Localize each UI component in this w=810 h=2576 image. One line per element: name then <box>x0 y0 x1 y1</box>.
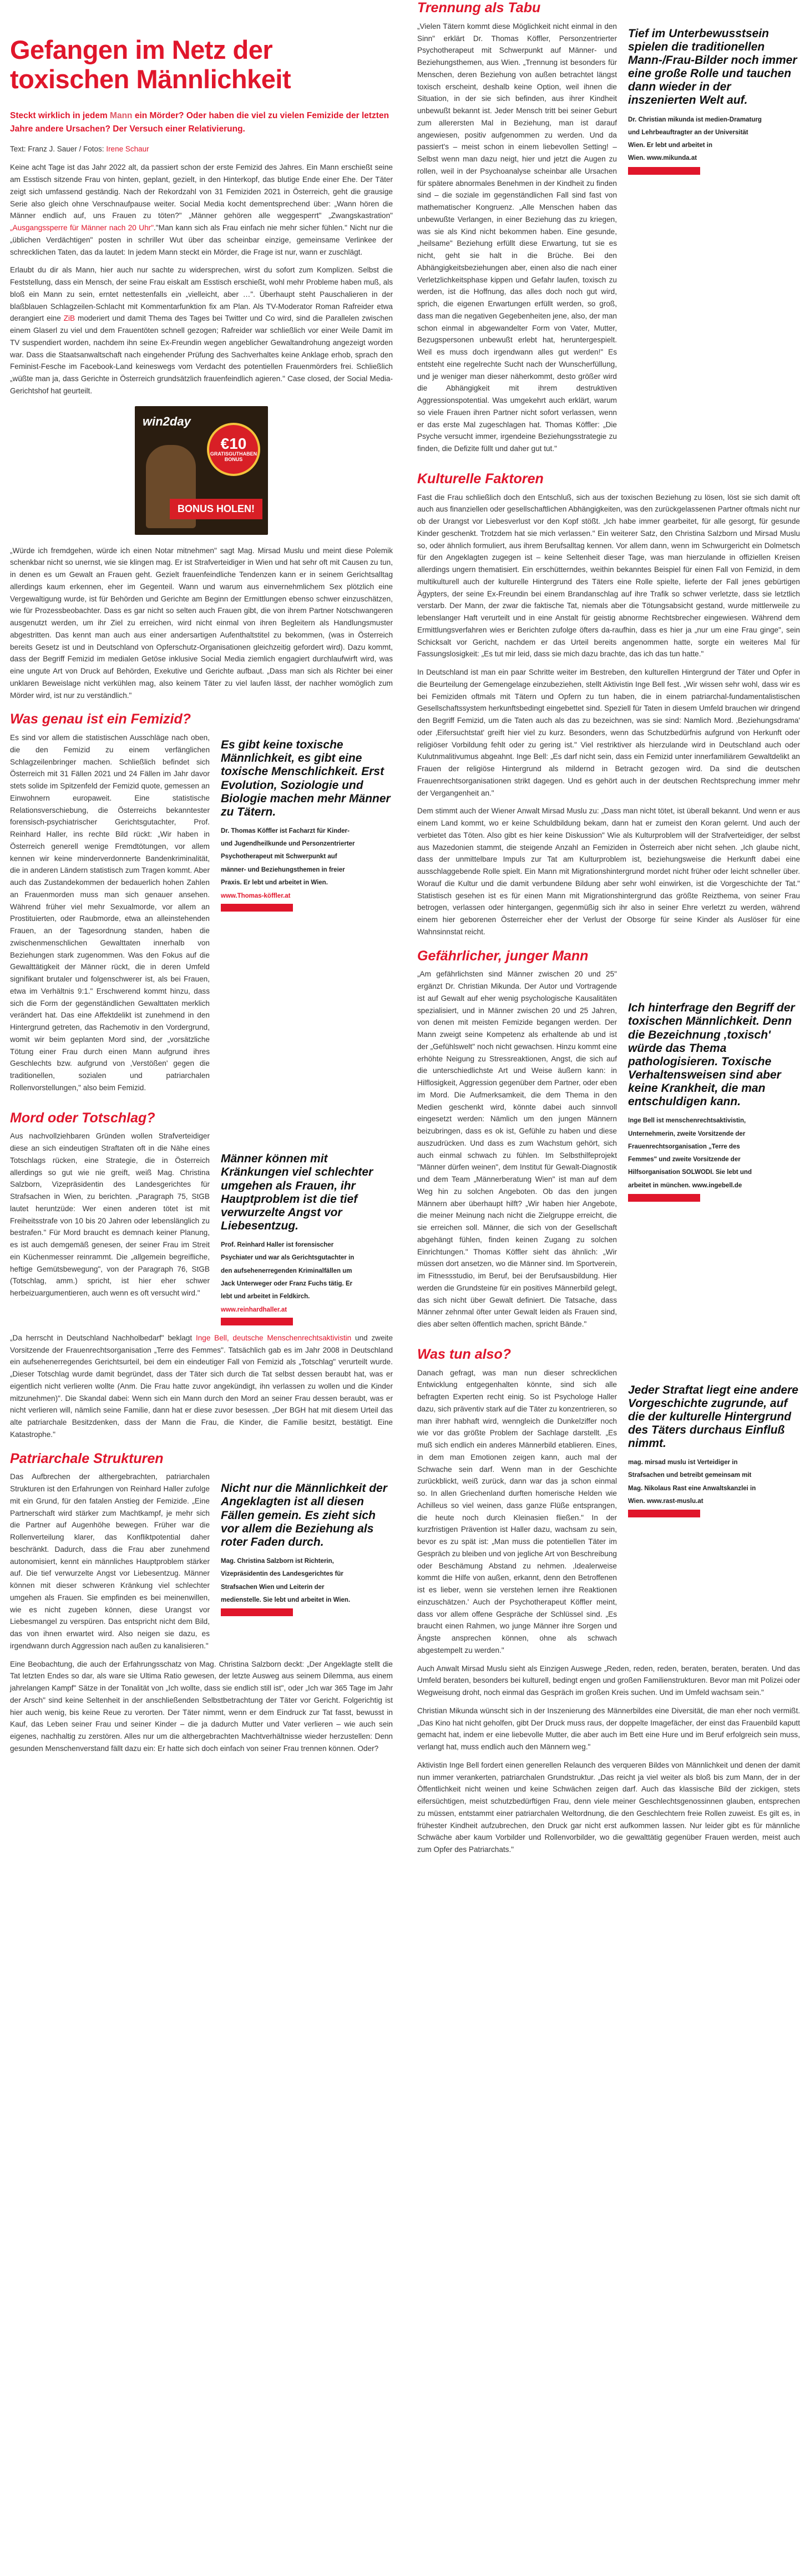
heading-mord: Mord oder Totschlag? <box>10 1110 155 1126</box>
paragraph-11: In Deutschland ist man ein paar Schritte weiter im Bestreben, den kulturellen Hintergrund der Täter und Opfer in die Beurteilung der Gemengelage einzubeziehen, stellt Aktivistin Inge Bell fest. „Wir wissen sehr wohl, dass wir es bei Femiziden oftmals mit Tätern und Opfern zu tun haben, die in einem patriarchal-fundamentalistischen Gesellschaftssystem herkunftsbedingt eingebettet sind. Speziell für Taten in diesem Umfeld brauchen wir dringend den Begriff Femizid, um die Taten auch als das zu bezeichnen, was sie sind: Namlich Mord. ‚Beziehungsdrama' oder ‚Eifersuchtstat' greift hier viel zu kurz. Besonders, wenn das Schutzbedürfnis aufgrund von Herkunft oder religiöser Vorbildung fehlt oder zu gering ist." Viel restriktiver als hierzulande wird in Deutschland auch oder Kulutnmalitivumus abgeahnt. Inge Bell: „Es darf nicht sein, dass ein Femizid unter innerfamiliärem Gewaltdelikt an Frauen der religiöse Hintergrund als mildernd in Betracht gezogen wird. Da sind die deutschen Frauenrechtsorganisationen strikt dagegen. Und es gehört auch in der deutschen Rechtsprechung immer mehr der Vergangenheit an." <box>417 668 800 797</box>
quote-author-bio: lebt und arbeitet in Feldkirch. <box>221 1293 310 1300</box>
paragraph-7: Das Aufbrechen der althergebrachten, patriarchalen Strukturen ist den Erfahrungen von Reinhard Haller zufolge mit ein Grund, für den fatalen Anstieg der Femizide. „Eine Partnerschaft wird stärker zum Machtkampf, je mehr sich die Partner auf Augenhöhe bewegen. Früher war die Rollenverteilung klarer, das Konfliktpotential daher beschränkt. Dadurch, dass die Frau aber zunehmend autonomisiert, kennt ein männliches Hauptproblem stärker auf. Die tief verwurzelte Angst vor Liebesentzug. Männer können mit dieser schweren Kränkung viel schlechter umgehen als Frauen. Sie empfinden es bei meinenwillen, wie es nicht zugeben können, diese Urangst vor Liebesmangel zu verspüren. Das entspricht nicht dem Bild, das von ihnen erwartet wird. Also neigen sie dazu, es irgendwann durch Aggression nach außen zu kanalisieren." <box>10 1472 210 1650</box>
quote-author-bio: Mag. Christina Salzborn ist Richterin, <box>221 1558 334 1565</box>
pullquote-text: Tief im Unterbewusstsein spielen die traditionellen Mann-/Frau-Bilder noch immer eine große Rolle und tauchen dann wieder in der inszenierten Welt auf. <box>628 27 797 107</box>
quote-author-bio: Wien. www.mikunda.at <box>628 155 697 162</box>
quote-author-link[interactable]: www.Thomas-köffler.at <box>221 893 291 900</box>
quote-author-link[interactable]: www.reinhardhaller.at <box>221 1307 287 1314</box>
paragraph-8: Eine Beobachtung, die auch der Erfahrungsschatz von Mag. Christina Salzborn deckt: „Der Angeklagte stellt die Tat letzten Endes so dar, als ware sie Ultima Ratio gewesen, der letzte Ausweg aus seinem Dilemma, aus einem jahrelangen Kampf" Sätze in der Tonalität von „Ich wollte, dass sie endlich still ist", oder „Ich war 365 Tage im Jahr der Arsch" sind keine Seltenheit in der anschließenden Selbstbetrachtung der Täter vor Gericht. Folgerichtig ist hier auch wenig, bis keine Reue zu verorten. Der Täter nimmt, wenn er dem Eindruck zur Tat fasst, bewusst in Kauf, das Leben seiner Frau und seiner Kinder – die ja dadurch Mutter und Vater verlieren – wie auch sein eigenes, nachhaltig zu zerstören. Alles nur um die althergebrachten Machtverhältnisse wieder herzustellen: Denn gesunden Menschenverstand fällt dazu ein: Er hatte sich doch einfach von seiner Frau trennen können. Oder? <box>10 1659 393 1753</box>
paragraph-1-text: Keine acht Tage ist das Jahr 2022 alt, da passiert schon der erste Femizid des Jahres. Ein Mann erschießt seine am Esstisch sitzende Frau von hinten, geplant, gezielt, in den Hinterkopf, das blutige Ende einer Ehe. Der Täter zeigt sich umfassend geständig. Nach der Rekordzahl von 31 Femiziden 2021 in Österreich, geht die grausige Serie also gleich ohne Verschnaufpause weiter. Social Media kocht dementsprechend über: „Wann hören die Männer endlich auf, uns Frauen zu töten?" „Männer gehören alle weggesperrt" „Zwangskastration" <box>10 163 393 220</box>
quote-author-bio: arbeitet in münchen. www.ingebell.de <box>628 1182 742 1189</box>
heading-gefaehrlich: Gefährlicher, junger Mann <box>417 948 589 964</box>
paragraph-6 <box>10 1332 393 1441</box>
pullquote-bell <box>628 968 800 1208</box>
quote-author-bio: Strafsachen und betreibt gemeinsam mit <box>628 1472 752 1479</box>
paragraph-9: „Vielen Tätern kommt diese Möglichkeit nicht einmal in den Sinn" erklärt Dr. Thomas Köffler, Personzentrierter Psychotherapeut mit Schwerpunkt auf Männer- und Beziehungsthemen, aus Wien. „Trennung ist besonders für Menschen, deren Beziehung von außen betrachtet längst toxisch erscheint, deshalb keine Option, weil ihnen die Situation, in der sie sich befinden, aus ihrer Kindheit unbewußt bekannt ist. Jeder Mensch tritt bei seiner Geburt zum allerersten Mal in Beziehung, man ist darauf angewiesen, positiv aufgenommen zu werden. Und da passiert's – meist schon in einem liebevollen Setting! – Selbst wenn man dazu neigt, hier und jetzt die Augen zu rollen, weil in der Psychoanalyse scheinbar alle Ursachen für spätere abnormales Benehmen in der Kindheit zu finden sind – die soziale im gegenständlichen Fall sind fast von mathematischer Kongruenz. „Alle Menschen haben das unbewußte Verlangen, in einer Beziehung das zu kriegen, was sie als Kind nicht bekommen haben. Eine gesunde, „heilsame" Beziehung erfüllt diese Erwartung, tut sie es nicht, geht sie halt in die Brüche. Bei den Abhängigkeitsbeziehungen aber, einen also die nach einer Verletzlichkeitsphase kippen und Gefahr laufen, toxisch zu werden, ist die Hoffnung, das alles doch noch gut wird, sprich, die eigenen Erwartungen erfüllt werden, so groß, dass man die negativen Gegebenheiten jene, also, der man schon einmal in abgewandelter Form von Vater, Mutter, Bezugspersonen unbewußt erlebt hat, heruntergespielt. Weil es muss doch irgendwann alles gut werden!" Es entsteht eine regelrechte Sucht nach der Wunscherfüllung, und je weniger man dieser näherkommt, desto größer wird die Abhängigkeit mit ihrem destruktiven Aggressionspotential. Was umgekehrt auch erklärt, warum so viele Frauen ihren Partner nicht sofort verlassen, wenn er das erste Mal zugeschlagen hat. Thomas Köffler: „Die Psyche versucht immer, irgendeine Beziehungsstrategie zu finden, die Defizite füllt und daher gut tut." <box>417 22 617 453</box>
quote-author-bio: Frauenrechtsorganisation „Terre des <box>628 1143 740 1150</box>
section-patriarchal <box>10 1471 393 1658</box>
section-trennung <box>417 21 800 461</box>
quote-author-bio: medienstelle. Sie lebt und arbeitet in Wien. <box>221 1596 351 1603</box>
heading-patriarchal: Patriarchale Strukturen <box>10 1450 164 1466</box>
heading-was-tun: Was tun also? <box>417 1346 512 1362</box>
paragraph-14: Danach gefragt, was man nun dieser schrecklichen Entwicklung entgegenhalten könnte, sind sich alle befragten Experten recht einig. So ist Psychologe Haller dazu, sich präventiv stark auf die Täter zu konzentrieren, so man ihrer habhaft wird, wenngleich die Dunkelziffer noch wie vor das größte Problem der Sachlage darstellt. „Es muß sich endlich ein anderes Männerbild etablieren. Eines, in dem man Emotionen zeigen kann, auch mal der Schwache sein darf. Wenn man in der Geschichte zurückblickt, weiß zurück, dann war das ja schon einmal so. In allen Griechenland durften homerische Helden wie Achilleus so viel weinen, dass ganze Flüße entsprangen, die heute noch durch Kleinasien fließen." In der kurzfristigen Prävention ist Haller dazu, wachsam zu sein, bevor es zu spät ist: „Man muss die potentiellen Täter im Gespräch zu bleiben und von jegliche Art von Beschreibung oder Beschämung Abstand zu nehmen. ‚Idealerweise kommt die Hilfe von außen, erkannt, denn den Betroffenen ist es lieber, wenn sie verstehen lernen ihre Reaktionen einzuschätzen.' Auch der Psychotherapeut Köffler meint, dass vor allem offene Gespräche der Schlüssel sind. „Es braucht einen Rahmen, wo junge Männer ihre Sorgen und Ängste ansprechen können, ohne als schwach abgestempelt zu werden." <box>417 1368 617 1654</box>
advertisement-banner[interactable] <box>135 406 268 535</box>
red-divider-bar <box>221 904 293 912</box>
quote-author-bio: Femmes" und zweite Vorsitzende der <box>628 1156 741 1163</box>
paragraph-16: Christian Mikunda wünscht sich in der Inszenierung des Männerbildes eine Diversität, die man eher noch vermißt. „Das Kino hat nicht geholfen, gibt Der Druck muss raus, der doppelte Imagefächer, der einst das Frauenbild kaputt gemacht hat, indem er eine liebevolle Mutter, die aber auch im Bett eine Hure und im Beruf erfolgreich sein muss, verlangt hat, muss endlich auch den Männern weg." <box>417 1706 800 1751</box>
credits-text: Text: Franz J. Sauer / Fotos: <box>10 144 107 153</box>
ad-brand-logo: win2day <box>143 414 191 428</box>
quote-author-bio: den aufsehenerregenden Kriminalfällen um <box>221 1267 352 1274</box>
quote-author-bio: Prof. Reinhard Haller ist forensischer <box>221 1242 334 1249</box>
paragraph-4: Es sind vor allem die statistischen Ausschläge nach oben, die den Femizid zu einem verfänglichen Schlagzeilenbringer machen. Schließlich befindet sich Österreich mit 31 Fällen 2021 und 24 Fällen im Jahr davor stets solide im Spitzenfeld der Femizid quote, gemessen an Einwohnern europaweit. Eine statistische Relationsverschiebung, die Österreichs bekanntester forensisch-psychiatrischer Gerichtsgutachter, Prof. Reinhard Haller, ins rechte Bild rückt: „Wir haben in Österreich generell wenige Fremdtötungen, vor allem kennen wir keine minderverdonnerte Bandenkriminalität, die in anderen Ländern statistisch zum Tragen kommt. Aber auch das Zustandekommen der bedauerlich hohen Zahlen an Frauenmorden muss man sich genauer ansehen. Während früher viel mehr Sexualmorde, vor allem an Prostituierten, oder Raubmorde, etwa an alleinstehenden Frauen, an der Tagesordnung standen, haben die zwischenmenschlichen Gewalttaten innerhalb von Beziehungen stark zugenommen. Was den Fokus auf die Gewalttätigkeit der Männer rückt, die in deren Umfeld signifikant brutaler und folgenschwerer ist, als bei Frauen, etwa im Verhältnis 9:1." Erschwerend kommt hinzu, dass sich die Form der gegenständlichen Gewalttaten merklich verändert hat. Das eine Affektdelikt ist zunehmend in den Hintergrund getreten, das Rachemotiv in den Vordergrund, womit wir beim geplanten Mord sind, der „vorsätzliche Tötung einer Frau durch einen Mann aufgrund ihres Geschlechts bzw. aufgrund von ‚Verstößen' gegen die traditionellen, sozialen und patriarchalen Rollenvorstellungen," also beim Femizid. <box>10 733 210 1092</box>
photographer-link[interactable]: Irene Schaur <box>106 144 149 153</box>
quote-author-bio: Strafsachen Wien und Leiterin der <box>221 1583 325 1591</box>
paragraph-6-link[interactable]: Inge Bell, deutsche Menschenrechtsaktivistin <box>195 1333 352 1342</box>
pullquote-text: Es gibt keine toxische Männlichkeit, es gibt eine toxische Menschlichkeit. Erst Evolution, Soziologie und Biologie machen mehr Männer zu Tätern. <box>221 738 391 818</box>
paragraph-6-text-end: und zweite Vorsitzende der Frauenrechtsorganisation „Terre des Femmes". Tatsächlich gab es im Jahr 2008 in Deutschland ein aufsehenerregendes Gerichtsurteil, bei dem ein eindeutiger Fall von Femizid als „Totschlag" verurteilt wurde. „Dieser Totschlag wurde damit begründet, dass der Täter sich durch die Tat selbst dessen beraubt hat, was er eigentlich nicht verlieren wollte (Anm. Die Frau hatte zuvor angekündigt, ihn verlassen zu wollen und die Kinder mitzunehmen)". Die Skandal dabei: Wenn sich ein Mann durch den Mord an seiner Frau dessen beraubt, was er nicht verlieren will, nämlich seine Familie, dann hat er diese zuvor besessen. „Der BGH hat mit diesem Urteil das alte patriarchale Besitzdenken, dass der Mann die Frau, die Kinder, die Familie besitzt, bestätigt. Eine Katastrophe." <box>10 1333 393 1439</box>
red-divider-bar <box>628 1510 700 1517</box>
quote-author-bio: und Jugendheilkunde und Personzentrierter <box>221 841 355 848</box>
quote-author-bio: Dr. Christian mikunda ist medien-Dramaturg <box>628 116 762 123</box>
pullquote-text: Männer können mit Kränkungen viel schlechter umgehen als Frauen, ihr Hauptproblem ist die tief verwurzelte Angst vor Liebesentzug. <box>221 1152 373 1233</box>
paragraph-15: Auch Anwalt Mirsad Muslu sieht als Einzigen Auswege „Reden, reden, reden, beraten, beraten, beraten. Und das Umfeld beraten, besonders bei kulturell, bedingt engen und großen Familienstrukturen. Bevor man mit Polizei oder Wegweisung droht, noch einmal das Gespräch im großen Kreis suchen. Und im Umfeld wachsam sein." <box>417 1664 800 1697</box>
quote-author-bio: Wien. www.rast-muslu.at <box>628 1497 703 1505</box>
quote-author-bio: Hilfsorganisation SOLWODI. Sie lebt und <box>628 1169 752 1176</box>
quote-author-bio: Wien. Er lebt und arbeitet in <box>628 142 712 149</box>
pullquote-salzborn <box>221 1471 393 1623</box>
paragraph-6-text: „Da herrscht in Deutschland Nachholbedarf" beklagt <box>10 1333 196 1342</box>
quote-author-bio: Mag. Nikolaus Rast eine Anwaltskanzlei in <box>628 1485 756 1492</box>
quote-author-bio: mag. mirsad muslu ist Verteidiger in <box>628 1459 738 1466</box>
pullquote-muslu <box>628 1367 800 1525</box>
article-title: Gefangen im Netz der toxischen Männlichkeit <box>10 35 291 94</box>
paragraph-1 <box>10 161 393 258</box>
pullquote-text: Jeder Straftat liegt eine andere Vorgeschichte zugrunde, auf die der kulturelle Hintergrund des Täters durchaus Einfluß nimmt. <box>628 1383 798 1450</box>
section-was-tun <box>417 1367 800 1663</box>
quote-author-bio: Psychotherapeut mit Schwerpunkt auf <box>221 853 337 861</box>
quote-author-bio: Dr. Thomas Köffler ist Facharzt für Kinder- <box>221 827 350 834</box>
pullquote-text: Nicht nur die Männlichkeit der Angeklagten ist all diesen Fällen gemein. Es zieht sich vor allem die Beziehung als roter Faden durch. <box>221 1482 387 1548</box>
paragraph-2-text: Erlaubt du dir als Mann, hier auch nur sachte zu widersprechen, wirst du sofort zum Komplizen. Selbst die Feststellung, dass ein Mensch, der seine Frau eiskalt am Esstisch erschießt, wohl mehr Probleme haben muß, als bloß ein Mann zu sein, erntet nettestenfalls ein „vielleicht, aber …". Überhaupt steht Pauschalieren in der blaßblauen Schlagzeilen-Schlacht mit Kommentarfunktion fix am Plan. Als TV-Moderator Roman Rafreider etwa derangiert eine <box>10 266 393 323</box>
right-column <box>417 0 800 1862</box>
paragraph-17: Aktivistin Inge Bell fordert einen generellen Relaunch des verqueren Bildes von Männlichkeit und denen der damit nun immer verankerten, patriarchalen Grundstruktur. „Das reicht ja viel weiter als bloß bis zum Mann, der in der Öffentlichkeit nicht weinen und keine Schwächen zeigen darf. Auch das klassische Bild der zickigen, stets eifersüchtigen, meist schutzbedürftigen Frau, denn viele meiner Geschlechtsgenossinnen glauben, entsprechen zu müssen, entstammt einer patriarchalen Weltordnung, die den Geschlechtern freie Rollen zuweist. Es gilt es, in frühester Kindheit aufzubrechen, den Druck gar nicht erst aufkommen lassen. Nur leider gibt es für männliche Schwäche aber kaum Vorbilder und Rollenvorbilder, wo die gewalttätig gegenüber Frauen werden, meist auch zum Opfer des Patriarchats." <box>417 1760 800 1854</box>
pullquote-mikunda <box>628 21 800 181</box>
ad-cta-button[interactable]: BONUS HOLEN! <box>170 499 262 519</box>
paragraph-3: „Würde ich fremdgehen, würde ich einen Notar mitnehmen" sagt Mag. Mirsad Muslu und meint diese Polemik schenkbar nicht so unernst, wie sie klingen mag. Er ist Strafverteidiger in Wien und hat sehr oft mit Causen zu tun, in denen es um Gewalt an Frauen geht. Gezielt frauenfeindliche Tendenzen kann er in seinem Gerichtsalltag allerdings kaum erkennen, eher im Gegenteil. Wann und warum aus einvernehmlichem Sex plötzlich eine Vergewaltigung wurde, ist für Behörden und Gerichte am Beginn der Ermittlungen ebenso schwer einzuschätzen, wie für Prozessbeobachter. Dass es gar nicht so selten auch Frauen gibt, die von ihrem Partner Notschwangeren ausgenutzt werden, um ihr Ziel zu erreichen, wird nicht einmal von ihren Begleitern als Handlungsmuster abgestritten. Das kennt man auch aus einer andersartigen Aufenthaltstitel zu bekommen, (was in Österreich bereits Gesetz ist und in Deutschland von Opferschutz-Organisationen gleichzeitig gefordert wird). Dazu kommt, dass der Begriff Femizid im medialen Getöse inklusive Social Media ziemlich engagiert durchlaufwirft wird, was eine ungute Art von Druck auf Behörden, Exekutive und Gerichte aufbaut. „Dass man sich als Richter bei einer unklaren Beweislage nicht verkühlen mag, also keinem Täter zu viel laufen lässt, der nachher womöglich zum Mörder wird, ist nur zu verständlich." <box>10 546 393 700</box>
section-gefaehrlich <box>417 968 800 1337</box>
quote-author-bio: Psychiater und war als Gerichtsgutachter in <box>221 1254 355 1262</box>
paragraph-1-text-end: ."Man kann sich als Frau einfach nie mehr sicher fühlen." Nicht nur die „üblichen Verdächtigen" posten in schriller Wut über das scheinbar einzige, gemeinsame Verlinkee der schrecklichen Taten, das da lautet: In jedem Mann steckt ein Mörder, die Frage ist nur, wann er zuschlägt. <box>10 224 393 256</box>
paragraph-10: Fast die Frau schließlich doch den Entschluß, sich aus der toxischen Beziehung zu lösen, löst sie sich damit oft auch aus finanziellen oder gesellschaftlichen Abhängigkeiten, was den zurückgelassenen Partner oftmals nicht nur ob der Urangst vor Liebesverlust vor den Kopf stößt. „Ich habe immer gearbeitet, für alle gesorgt, für gesunde Kinder geschenkt. Trotzdem hat sie mich verlassen." Ein weiterer Satz, den Christina Salzborn und Mirsad Muslu so, oder ähnlich formuliert, aus ihrem Berufsalltag kennen. Vor allem dann, wenn im Schwurgericht ein Dolmetsch für den Angeklagten zugegen ist – keine Seltenheit dieser Tage, was man hierzulande in offiziellen Kreisen allerdings ungern thematisiert. Ein erschütterndes, weithin bekanntes Beispiel für einen Fall von Femizid, in dem multikulturell auch der kulturelle Hintergrund des Täters eine Rolle spielte, lieferte der Fall jenes gebürtigen Ägypters, der seine Ex-Freundin bei einem Brandanschlag auf ihre Trafik so schwer verletzte, dass sie letztlich verstarb. Der Mann, der zwar die faktische Tat, niemals aber die Tötungsabsicht gestand, wurde mittlerweile zu lebenslanger Haft verurteilt und in eine Anstalt für geistig abnorme Rechtsbrecher eingewiesen. Während dem Ermittlungsverfahren wies er Berichten zufolge öfters da-raufhin, dass es hier ja „nur um eine Frau ginge", sein Schicksalt vor Gericht, nachdem er das Urteil bereits angenommen hatte, sorgte ein weiteres Mal für Fassungslosigkeit: „Es tut mir leid, dass sie mich dazu brachte, das ich das tun hatte." <box>417 493 800 659</box>
red-divider-bar <box>628 167 700 175</box>
lead-link-mann[interactable]: Mann <box>110 111 133 121</box>
lead-text-start: Steckt wirklich in jedem <box>10 111 110 121</box>
quote-author-bio: Praxis. Er lebt und arbeitet in Wien. <box>221 879 328 886</box>
quote-author-bio: Vizepräsidentin des Landesgerichtes für <box>221 1571 343 1578</box>
lead-text-end: ein Mörder? Oder haben die viel zu vielen Femizide der letzten Jahre andere Ursachen? Der Versuch einer Relativierung. <box>10 111 389 134</box>
heading-kulturelle: Kulturelle Faktoren <box>417 470 544 487</box>
article-credits <box>10 143 393 155</box>
pullquote-text: Ich hinterfrage den Begriff der toxischen Männlichkeit. Denn die Bezeichnung ‚toxisch' würde das Thema pathologisieren. Toxische Verhaltensweisen sind aber keine Krankheit, die man entschuldigen kann. <box>628 1001 795 1109</box>
paragraph-5: Aus nachvollziehbaren Gründen wollen Strafverteidiger diese an sich eindeutigen Straftaten oft in die Nähe eines Totschlags rücken, eine Strategie, die in Österreich allerdings so gut wie nie greift, weiß Mag. Christina Salzborn, Vizepräsidentin des Landesgerichtes für Strafsachen in Wien, zu berichten. „Paragraph 75, StGB lautet heruntzüde: Wer einen anderen tötet ist mit Freiheitsstrafe von 10 bis 20 Jahren oder lebenslänglich zu bestrafen." Für Mord braucht es demnach keiner Planung, es ist auch demgemäß genesen, der seiner Frau im Streit ein Küchenmesser reinrammt. Die „allgemein begreifliche, heftige Gemütsbewegung", von der Paragraph 76, StGB (Totschlag, amm.) spricht, ist hier eher schwer herbeizuargumentieren, auch wenn es oft versucht wird." <box>10 1132 210 1298</box>
article-lead <box>10 109 393 135</box>
paragraph-2 <box>10 264 393 397</box>
quote-author-bio: Unternehmerin, zweite Vorsitzende der <box>628 1130 746 1137</box>
ad-bonus-text: GRATISGUTHABEN BONUS <box>210 451 257 462</box>
pullquote-koeffler <box>221 732 393 918</box>
paragraph-1-link[interactable]: „Ausgangssperre für Männer nach 20 Uhr" <box>10 224 154 232</box>
red-divider-bar <box>221 1608 293 1616</box>
paragraph-12: Dem stimmt auch der Wiener Anwalt Mirsad Muslu zu: „Dass man nicht tötet, ist überall bekannt. Und wenn er aus einem Land kommt, wo er keine Schuldbildung bekam, dann hat er zumeist den Koran gelernt. Und auch der verbietet das Töten. Also gibt es hier keine Diskussion" Wie als Kulturproblem will der Strafverteidiger, der selbst aus Mazedonien stammt, die steigende Anzahl an Femiziden in Österreich aber nicht sehen. „Ich glaube nicht, dass der unmittelbare Impuls zur Tat am Kulturproblem ist, beziehungsweise die Herkunft dabei eine ausschlaggebende Rolle spielt. Ein Mann mit Migrationshintergrund mordet nicht früher oder leicht schneller über. Worauf die Kultur und die damit verbundene Bildung aber sehr wohl einwirken, ist die Vorgeschichte der Tat." Statistisch gesehen ist es für einen Mann mit Migrationshintergrund das größte Reizthema, von seiner Frau betrogen, verlassen oder hintergangen, gegenmüßig sich ihr also in seiner Ehre verletzt zu werden, während einem hier geborenen Österreicher eher der Verlust der Obsorge für seine Kinder als Auslöser für eine Wahnsinnstat reicht. <box>417 807 800 936</box>
red-divider-bar <box>221 1318 293 1325</box>
section-mord <box>10 1130 393 1332</box>
quote-author-bio: Jack Unterweger oder Franz Fuchs tätig. Er <box>221 1280 353 1287</box>
paragraph-13: „Am gefährlichsten sind Männer zwischen 20 und 25" ergänzt Dr. Christian Mikunda. Der Autor und Vortragende ist auf Gewalt auf eher wenig psychologische Kausalitäten spezialisiert, und in Männer zwischen 20 und 25 Jahren, von denen mit meisten Femizide begangen werden. Der Mann zweigt seine Kompetenz als erhaltende ab und ist der „Gefühlswelt" noch nicht gewachsen. Hinzu kommt eine erhöhte Neigung zu Stressreaktionen, Angst, die sich auf die unterschiedlichste Art und Weise äußern kann: in Hilflosigkeit, Aggression gegenüber dem Partner, oder eben im Mord. Die Aufmerksamkeit, die dem Thema in den Medien geschenkt wird, könnte dabei auch sinnvoll eingesetzt werden: Nämlich um den jungen Männern beizubringen, dass es ok ist, Gefühle zu haben und diese auszudrücken. Und dass es zum Wachstum gehört, sich auch einmal schwach zu fühlen. Im Selbsthilfeprojekt "Männer dürfen weinen", dem Institut für Gewalt-Diagnostik und dem Team „Männerberatung Wien" ist man auf dem Weg hin zu solchen Angeboten. Ob das den jungen Männern aber überhaupt hilft? „Wir haben hier Angebote, die meiner Meinung nach nicht die Zielgruppe erreicht, die sie erreichen soll. Männer, die sich von der Gesellschaft abgehängt fühlen, finden keinen Zugang zu solchen Einrichtungen." Thomas Köffler sieht das ähnlich: „Wir müssen dort ansetzen, wo die Männer sind. Im Sportverein, im Fitnessstudio, im Beruf, bei der Berufsausbildung. Hier werden die Grundsteine für ein positives Männerbild gelegt, das sich nicht über Gewalt definiert. Die Tatsache, dass Männer zehnmal öfter unter Gewalt leiden als Frauen sind, dies aber selten öffentlich machen, spricht Bände." <box>417 970 617 1328</box>
pullquote-haller <box>221 1130 393 1332</box>
ad-bonus-badge <box>207 423 260 476</box>
red-divider-bar <box>628 1194 700 1202</box>
ad-bonus-amount: €10 <box>220 434 247 452</box>
paragraph-2-link[interactable]: ZiB <box>63 314 75 323</box>
quote-author-bio: und Lehrbeauftragter an der Universität <box>628 129 748 136</box>
quote-author-bio: Inge Bell ist menschenrechtsaktivistin, <box>628 1117 746 1125</box>
section-femizid <box>10 732 393 1100</box>
paragraph-2-text-end: moderiert und damit Thema des Tages bei Twitter und Co wird, sind die Parallelen zwischen einem Glaserl zu viel und dem Frauentöten schnell gezogen; Rafreider war schließlich vor einer Weile Damit im TV suspendiert worden, nachdem ihn seine Ex-Freundin wegen angeblicher Gewaltandrohung angezeigt worden war. Dass die Staatsanwaltschaft nach eingehender Prüfung des Sachverhaltes keine Anklage erhob, sprach den Feminist-Fesche im Facebook-Land keineswegs vom Verdacht des potentiellen Frauenmörders frei. Schließlich „wüßte man ja, dass Gerichte in Österreich grundsätzlich frauenfeindlich agieren." Case closed, der Social Media-Gerichtshof hat geurteilt. <box>10 314 393 395</box>
quote-author-bio: männer- und Beziehungsthemen in freier <box>221 866 345 873</box>
heading-trennung: Trennung als Tabu <box>417 0 541 16</box>
left-column <box>10 19 393 1761</box>
heading-femizid: Was genau ist ein Femizid? <box>10 711 191 727</box>
